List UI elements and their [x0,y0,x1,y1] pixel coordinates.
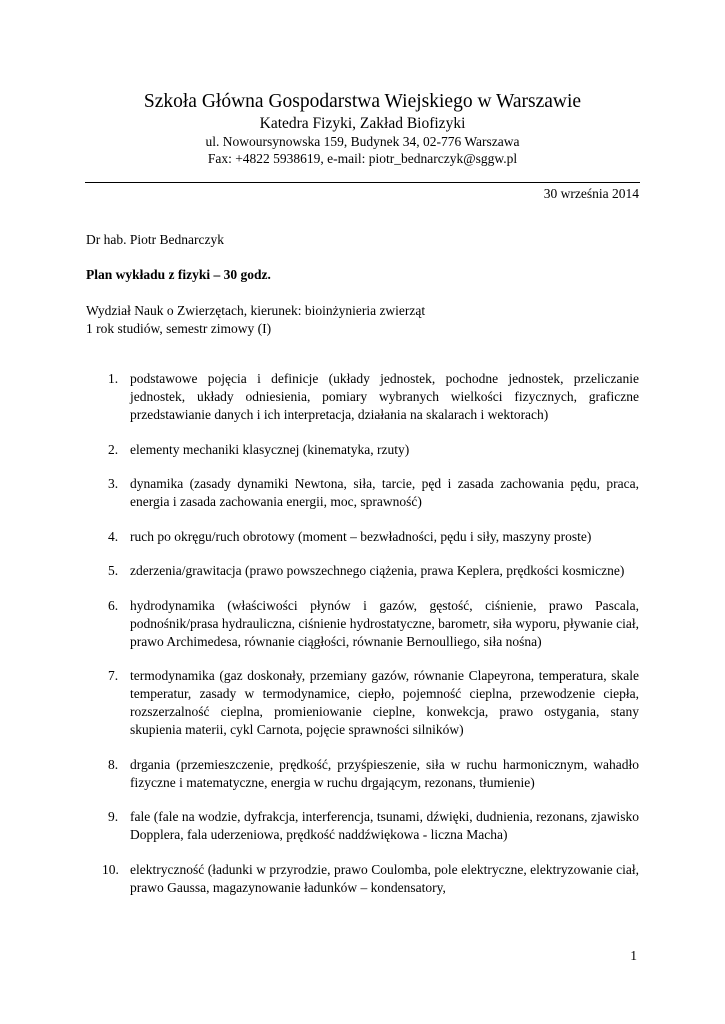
list-item [86,808,639,844]
item-number: 1. [108,371,119,386]
item-text: drgania (przemieszczenie, prędkość, przyśpieszenie, siła w ruchu harmonicznym, wahadło fizyczne i matematyczne, energia w ruchu drgającym, rezonans, tłumienie) [130,756,639,790]
item-number: 10. [102,861,119,877]
item-text: hydrodynamika (właściwości płynów i gazów, gęstość, ciśnienie, prawo Pascala, podnośnik/prasa hydrauliczna, ciśnienie hydrostatyczne, barometr, siła wyporu, pływanie ciał, prawo Archimedesa, równanie ciągłości, równanie Bernoulliego, siła nośna) [130,597,639,649]
list-item [86,528,639,546]
list-item [86,370,639,424]
item-number: 5. [108,563,119,578]
list-item [86,756,639,792]
item-text: elementy mechaniki klasycznej (kinematyka, rzuty) [130,441,410,457]
page-number: 1 [630,948,637,963]
lecture-topics-list [86,370,639,913]
department-name: Katedra Fizyki, Zakład Biofizyki [259,115,466,132]
list-item [86,667,639,739]
item-text: fale (fale na wodzie, dyfrakcja, interferencja, tsunami, dźwięki, dudnienia, rezonans, zjawisko Dopplera, fala uderzeniowa, prędkość naddźwiękowa - liczna Macha) [130,809,639,842]
list-item [86,475,639,511]
list-item [86,562,639,580]
item-number: 7. [108,668,119,683]
institution-name: Szkoła Główna Gospodarstwa Wiejskiego w Warszawie [143,91,582,112]
address-line: ul. Nowoursynowska 159, Budynek 34, 02-776 Warszawa [205,134,520,149]
list-item [86,597,639,651]
item-number: 3. [108,476,119,491]
item-text: termodynamika (gaz doskonały, przemiany gazów, równanie Clapeyrona, temperatura, skale temperatur, zasady w termodynamice, ciepło, pojemność cieplna, przewodzenie ciepła, rozszerzalność cieplna, promieniowanie cieplne, konwekcja, prawo ostygania, stany skupienia materii, cykl Carnota, pojęcie sprawności silników) [130,668,639,737]
list-item [86,441,639,459]
document-date: 30 września 2014 [543,186,639,201]
item-number: 2. [108,441,119,457]
author-name: Dr hab. Piotr Bednarczyk [86,232,224,247]
study-year-line: 1 rok studiów, semestr zimowy (I) [86,321,272,336]
item-text: zderzenia/grawitacja (prawo powszechnego ciążenia, prawa Keplera, prędkości kosmiczne) [130,563,625,578]
list-item [86,861,639,897]
letterhead [86,90,639,167]
item-number: 4. [108,528,119,544]
item-text: dynamika (zasady dynamiki Newtona, siła, tarcie, pęd i zasada zachowania pędu, praca, energia i zasada zachowania energii, moc, sprawność) [130,476,639,509]
faculty-line: Wydział Nauk o Zwierzętach, kierunek: bioinżynieria zwierząt [86,303,426,318]
document-title: Plan wykładu z fizyki – 30 godz. [86,267,271,282]
item-text: ruch po okręgu/ruch obrotowy (moment – bezwładności, pędu i siły, maszyny proste) [130,528,592,544]
contact-line: Fax: +4822 5938619, e-mail: piotr_bednarczyk@sggw.pl [207,151,518,166]
item-number: 6. [108,597,119,613]
item-number: 9. [108,809,119,824]
item-text: elektryczność (ładunki w przyrodzie, prawo Coulomba, pole elektryczne, elektryzowanie ciał, prawo Gaussa, magazynowanie ładunków – kondensatory, [130,861,639,895]
item-number: 8. [108,756,119,772]
header-divider [85,182,640,183]
item-text: podstawowe pojęcia i definicje (układy jednostek, pochodne jednostek, przeliczanie jednostek, układy odniesienia, pomiary wybranych wielkości fizycznych, graficzne przedstawianie danych i ich interpretacja, działania na skalarach i wektorach) [130,371,639,422]
